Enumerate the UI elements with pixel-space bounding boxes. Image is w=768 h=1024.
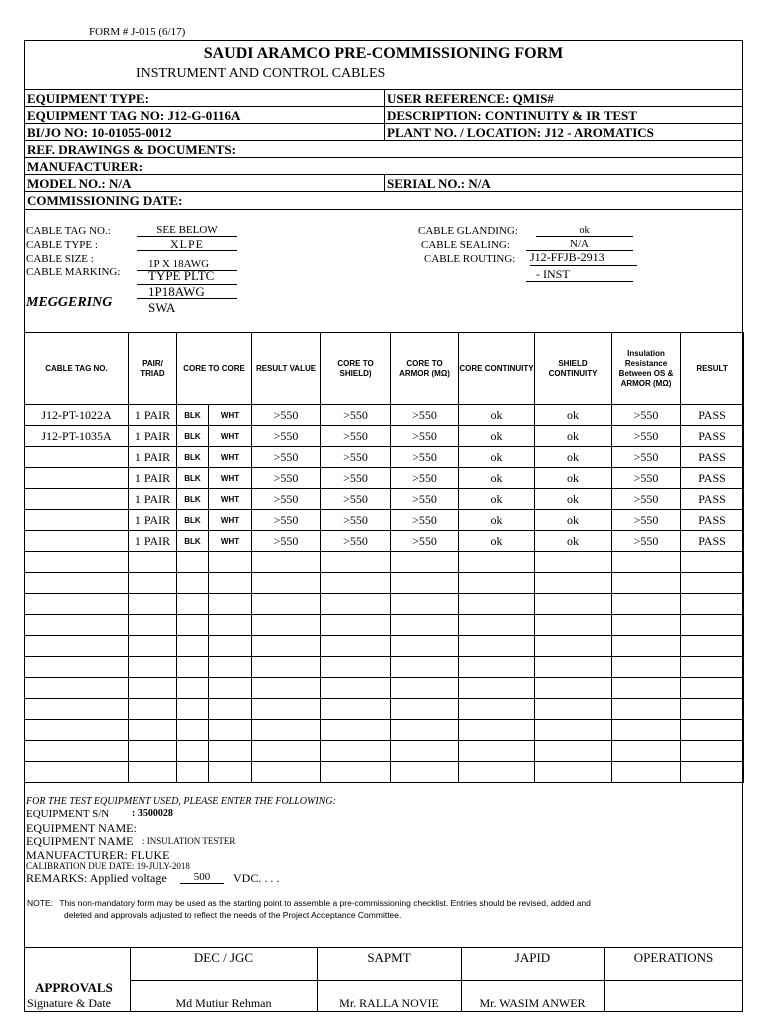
- cell-result: PASS: [681, 447, 744, 468]
- cell-core-shield: [321, 678, 391, 699]
- cell-result: PASS: [681, 405, 744, 426]
- cell-pair: [129, 636, 177, 657]
- cell-core-a: [177, 615, 209, 636]
- cell-core-shield: [321, 762, 391, 783]
- cell-core-a: [177, 552, 209, 573]
- cell-shield-continuity: ok: [535, 531, 612, 552]
- table-row: [25, 531, 744, 552]
- cell-core-continuity: ok: [459, 531, 535, 552]
- table-row: [25, 615, 744, 636]
- cell-cable-tag: [25, 678, 129, 699]
- cell-shield-continuity: [535, 741, 612, 762]
- cell-core-b: [209, 741, 252, 762]
- cell-pair: [129, 762, 177, 783]
- cell-core-continuity: [459, 615, 535, 636]
- column-header: RESULT: [681, 333, 744, 405]
- underline: [526, 281, 633, 282]
- table-row: [25, 720, 744, 741]
- approval-col-operations: OPERATIONS: [633, 950, 714, 965]
- cell-core-b: WHT: [209, 405, 252, 426]
- cell-core-b: [209, 615, 252, 636]
- equipment-name-value: : INSULATION TESTER: [142, 836, 236, 846]
- cell-core-continuity: [459, 678, 535, 699]
- table-row: [25, 657, 744, 678]
- cell-core-continuity: [459, 699, 535, 720]
- table-row: [25, 573, 744, 594]
- cell-core-b: WHT: [209, 447, 252, 468]
- cell-shield-continuity: [535, 699, 612, 720]
- cell-shield-continuity: [535, 678, 612, 699]
- plant-location: PLANT NO. / LOCATION: J12 - AROMATICS: [387, 125, 654, 140]
- user-reference: USER REFERENCE: QMIS#: [387, 91, 554, 106]
- cell-result-value: [252, 552, 321, 573]
- cable-type-label: CABLE TYPE :: [26, 239, 98, 251]
- cell-shield-continuity: ok: [535, 468, 612, 489]
- cable-size-value: 1P X 18AWG: [148, 258, 210, 270]
- table-row: [25, 741, 744, 762]
- table-row: [25, 510, 744, 531]
- cell-result: [681, 762, 744, 783]
- cell-core-continuity: [459, 741, 535, 762]
- approver-dec-jgc: Md Mutiur Rehman: [175, 996, 272, 1010]
- manufacturer: MANUFACTURER:: [27, 159, 144, 174]
- cell-cable-tag: [25, 615, 129, 636]
- cell-core-b: [209, 573, 252, 594]
- cell-cable-tag: [25, 594, 129, 615]
- column-header: Insulation Resistance Between OS & ARMOR (MΩ): [612, 333, 681, 405]
- cell-core-armor: [391, 741, 459, 762]
- cell-core-continuity: ok: [459, 405, 535, 426]
- cell-core-b: [209, 636, 252, 657]
- cell-shield-continuity: ok: [535, 489, 612, 510]
- cell-core-armor: [391, 699, 459, 720]
- cell-core-shield: >550: [321, 489, 391, 510]
- remarks-label: REMARKS: Applied voltage: [26, 871, 167, 885]
- note-line-1: This non-mandatory form may be used as the starting point to assemble a pre-commissioning checklist. Entries should be revised, added and: [59, 898, 591, 908]
- cell-insulation: >550: [612, 447, 681, 468]
- ref-drawings: REF. DRAWINGS & DOCUMENTS:: [27, 142, 236, 157]
- cable-marking-value-3: SWA: [148, 300, 176, 315]
- cell-core-a: BLK: [177, 426, 209, 447]
- approvals-title: APPROVALS: [35, 980, 113, 995]
- cell-insulation: [612, 573, 681, 594]
- cell-core-a: BLK: [177, 531, 209, 552]
- form-number: FORM # J-015 (6/17): [89, 26, 186, 38]
- cell-core-b: [209, 678, 252, 699]
- cell-insulation: [612, 552, 681, 573]
- cell-core-shield: >550: [321, 531, 391, 552]
- table-row: [25, 489, 744, 510]
- table-body: [25, 405, 744, 783]
- column-header: CORE TO ARMOR (MΩ): [391, 333, 459, 405]
- cell-core-a: [177, 594, 209, 615]
- cell-core-a: BLK: [177, 489, 209, 510]
- column-header: CORE TO CORE: [177, 333, 252, 405]
- divider: [24, 947, 743, 948]
- column-header: PAIR/ TRIAD: [129, 333, 177, 405]
- note-line-2: deleted and approvals adjusted to reflect the needs of the Project Acceptance Committee.: [64, 910, 402, 920]
- cell-cable-tag: [25, 447, 129, 468]
- table-row: [25, 447, 744, 468]
- form-title: SAUDI ARAMCO PRE-COMMISSIONING FORM: [203, 45, 564, 62]
- cell-result: [681, 699, 744, 720]
- cell-result-value: [252, 762, 321, 783]
- cell-core-b: WHT: [209, 531, 252, 552]
- cell-core-shield: [321, 636, 391, 657]
- cell-shield-continuity: ok: [535, 426, 612, 447]
- cell-result-value: >550: [252, 468, 321, 489]
- commissioning-date: COMMISSIONING DATE:: [27, 193, 183, 208]
- cell-core-a: BLK: [177, 468, 209, 489]
- cell-cable-tag: [25, 720, 129, 741]
- cell-core-shield: [321, 699, 391, 720]
- cell-core-continuity: ok: [459, 468, 535, 489]
- cell-pair: 1 PAIR: [129, 447, 177, 468]
- cell-cable-tag: [25, 489, 129, 510]
- cell-shield-continuity: [535, 720, 612, 741]
- cell-cable-tag: [25, 741, 129, 762]
- signature-date-label: Signature & Date: [27, 996, 111, 1010]
- cell-result: [681, 636, 744, 657]
- cable-glanding-value: ok: [536, 225, 633, 237]
- cell-result-value: [252, 657, 321, 678]
- model-number: MODEL NO.: N/A: [27, 176, 132, 191]
- table-row: [25, 594, 744, 615]
- test-manufacturer: MANUFACTURER: FLUKE: [26, 848, 170, 862]
- cell-core-armor: >550: [391, 531, 459, 552]
- cell-core-shield: >550: [321, 510, 391, 531]
- column-header: RESULT VALUE: [252, 333, 321, 405]
- cell-shield-continuity: [535, 762, 612, 783]
- cell-core-armor: >550: [391, 510, 459, 531]
- approver-japid: Mr. WASIM ANWER: [479, 996, 586, 1010]
- serial-number: SERIAL NO.: N/A: [387, 176, 491, 191]
- cell-insulation: >550: [612, 405, 681, 426]
- cell-core-shield: [321, 594, 391, 615]
- cell-pair: [129, 657, 177, 678]
- cell-result-value: [252, 720, 321, 741]
- cell-shield-continuity: ok: [535, 447, 612, 468]
- table-row: [25, 405, 744, 426]
- table-row: [25, 426, 744, 447]
- cable-type-value: XLPE: [170, 237, 204, 251]
- cell-core-a: [177, 573, 209, 594]
- cell-core-a: [177, 741, 209, 762]
- table-row: [25, 762, 744, 783]
- approval-col-sapmt: SAPMT: [367, 950, 411, 965]
- cell-core-armor: [391, 615, 459, 636]
- cell-core-shield: >550: [321, 426, 391, 447]
- cell-cable-tag: [25, 573, 129, 594]
- equipment-name-label: EQUIPMENT NAME:: [26, 821, 137, 835]
- cell-insulation: >550: [612, 531, 681, 552]
- cell-core-b: [209, 594, 252, 615]
- column-header: CABLE TAG NO.: [25, 333, 129, 405]
- cell-shield-continuity: [535, 615, 612, 636]
- cell-cable-tag: [25, 510, 129, 531]
- cell-core-a: [177, 699, 209, 720]
- cell-core-shield: [321, 720, 391, 741]
- cell-core-armor: [391, 720, 459, 741]
- cable-routing-value-2: - INST: [536, 267, 570, 281]
- table-row: [25, 699, 744, 720]
- cell-core-armor: [391, 552, 459, 573]
- cell-core-a: [177, 720, 209, 741]
- cell-result: [681, 741, 744, 762]
- cable-marking-label: CABLE MARKING:: [26, 266, 121, 278]
- cell-cable-tag: [25, 468, 129, 489]
- cell-result: PASS: [681, 426, 744, 447]
- cell-insulation: >550: [612, 489, 681, 510]
- divider: [24, 191, 743, 192]
- cell-core-armor: [391, 594, 459, 615]
- cell-result: [681, 657, 744, 678]
- remarks-voltage: 500: [180, 871, 224, 884]
- cell-cable-tag: J12-PT-1035A: [25, 426, 129, 447]
- cell-result: PASS: [681, 531, 744, 552]
- cell-insulation: [612, 678, 681, 699]
- cell-core-a: BLK: [177, 447, 209, 468]
- cell-pair: [129, 615, 177, 636]
- equipment-sn-label: EQUIPMENT S/N: [26, 808, 110, 820]
- cell-core-a: BLK: [177, 510, 209, 531]
- cell-core-continuity: [459, 594, 535, 615]
- table-header-row: [25, 333, 744, 405]
- cell-insulation: >550: [612, 510, 681, 531]
- meggering-heading: MEGGERING: [26, 295, 113, 310]
- cell-pair: [129, 573, 177, 594]
- cell-result-value: >550: [252, 447, 321, 468]
- cell-pair: 1 PAIR: [129, 531, 177, 552]
- cell-result-value: [252, 741, 321, 762]
- divider: [384, 174, 385, 191]
- cell-result-value: [252, 573, 321, 594]
- equipment-tag: EQUIPMENT TAG NO: J12-G-0116A: [27, 108, 241, 123]
- cell-core-armor: [391, 762, 459, 783]
- cell-core-b: [209, 762, 252, 783]
- cell-insulation: [612, 594, 681, 615]
- cell-core-b: WHT: [209, 489, 252, 510]
- approval-col-japid: JAPID: [514, 950, 551, 965]
- cable-size-label: CABLE SIZE :: [26, 253, 94, 265]
- cell-core-shield: >550: [321, 468, 391, 489]
- cell-cable-tag: [25, 636, 129, 657]
- bijo-number: BI/JO NO: 10-01055-0012: [27, 125, 172, 140]
- cell-core-continuity: ok: [459, 489, 535, 510]
- cell-core-continuity: [459, 720, 535, 741]
- note: [27, 897, 727, 921]
- cell-core-shield: [321, 615, 391, 636]
- cell-insulation: [612, 762, 681, 783]
- cell-insulation: [612, 699, 681, 720]
- cell-core-a: [177, 636, 209, 657]
- cell-pair: 1 PAIR: [129, 426, 177, 447]
- description: DESCRIPTION: CONTINUITY & IR TEST: [387, 108, 637, 123]
- cell-shield-continuity: [535, 657, 612, 678]
- cell-core-shield: [321, 657, 391, 678]
- cell-result: PASS: [681, 510, 744, 531]
- cell-core-armor: >550: [391, 405, 459, 426]
- underline: [137, 250, 237, 251]
- cell-result-value: [252, 699, 321, 720]
- divider: [24, 209, 743, 210]
- approval-col-dec-jgc: DEC / JGC: [193, 950, 254, 965]
- cable-tag-label: CABLE TAG NO.:: [26, 225, 111, 237]
- underline: [137, 298, 237, 299]
- cell-core-b: WHT: [209, 510, 252, 531]
- cell-core-b: WHT: [209, 468, 252, 489]
- cell-shield-continuity: [535, 594, 612, 615]
- cell-result-value: [252, 594, 321, 615]
- cell-insulation: [612, 615, 681, 636]
- cable-routing-value-1: J12-FFJB-2913: [530, 250, 637, 266]
- form-subtitle: INSTRUMENT AND CONTROL CABLES: [136, 66, 386, 81]
- cell-core-armor: [391, 636, 459, 657]
- column-header: CORE TO SHIELD): [321, 333, 391, 405]
- cell-core-b: [209, 657, 252, 678]
- cell-result: PASS: [681, 489, 744, 510]
- cable-sealing-label: CABLE SEALING:: [421, 239, 510, 251]
- cell-core-continuity: [459, 657, 535, 678]
- cell-core-armor: >550: [391, 447, 459, 468]
- cell-cable-tag: [25, 657, 129, 678]
- cell-shield-continuity: [535, 636, 612, 657]
- cell-core-shield: [321, 741, 391, 762]
- meggering-table: [24, 332, 744, 783]
- column-header: CORE CONTINUITY: [459, 333, 535, 405]
- cell-result: [681, 552, 744, 573]
- cell-result: [681, 678, 744, 699]
- cell-result-value: [252, 678, 321, 699]
- cell-core-armor: [391, 657, 459, 678]
- cell-pair: 1 PAIR: [129, 510, 177, 531]
- cell-core-continuity: [459, 762, 535, 783]
- cell-insulation: [612, 657, 681, 678]
- cell-cable-tag: J12-PT-1022A: [25, 405, 129, 426]
- cell-core-armor: [391, 678, 459, 699]
- table-row: [25, 678, 744, 699]
- cell-core-continuity: [459, 573, 535, 594]
- cell-result-value: >550: [252, 405, 321, 426]
- cell-insulation: [612, 741, 681, 762]
- cell-core-armor: >550: [391, 468, 459, 489]
- divider: [130, 980, 743, 981]
- cell-core-shield: >550: [321, 405, 391, 426]
- cell-core-continuity: [459, 636, 535, 657]
- cable-glanding-label: CABLE GLANDING:: [418, 225, 518, 237]
- test-equipment-intro: FOR THE TEST EQUIPMENT USED, PLEASE ENTER THE FOLLOWING:: [26, 796, 336, 807]
- cell-result-value: >550: [252, 531, 321, 552]
- cell-core-a: [177, 762, 209, 783]
- cell-cable-tag: [25, 552, 129, 573]
- cell-result: [681, 594, 744, 615]
- cell-result-value: >550: [252, 426, 321, 447]
- equipment-sn-value: : 3500028: [132, 808, 173, 819]
- cell-pair: [129, 720, 177, 741]
- cell-pair: [129, 741, 177, 762]
- cell-pair: [129, 552, 177, 573]
- cell-core-b: [209, 720, 252, 741]
- cell-insulation: >550: [612, 468, 681, 489]
- table-row: [25, 552, 744, 573]
- column-header: SHIELD CONTINUITY: [535, 333, 612, 405]
- cell-insulation: [612, 636, 681, 657]
- cell-shield-continuity: ok: [535, 510, 612, 531]
- cell-core-armor: >550: [391, 489, 459, 510]
- cell-core-b: [209, 552, 252, 573]
- cable-marking-value-1: TYPE PLTC: [148, 268, 215, 283]
- cell-core-continuity: ok: [459, 510, 535, 531]
- cell-shield-continuity: ok: [535, 405, 612, 426]
- cell-pair: [129, 699, 177, 720]
- cell-result: PASS: [681, 468, 744, 489]
- cell-result-value: >550: [252, 489, 321, 510]
- cell-insulation: >550: [612, 426, 681, 447]
- cable-tag-value: SEE BELOW: [137, 224, 237, 237]
- table-row: [25, 468, 744, 489]
- cell-shield-continuity: [535, 552, 612, 573]
- equipment-name-label-2: EQUIPMENT NAME: [26, 834, 134, 848]
- calibration-due-date: CALIBRATION DUE DATE: 19-JULY-2018: [26, 861, 190, 871]
- cell-core-b: WHT: [209, 426, 252, 447]
- cell-core-shield: >550: [321, 447, 391, 468]
- cell-pair: 1 PAIR: [129, 405, 177, 426]
- approver-sapmt: Mr. RALLA NOVIE: [339, 996, 439, 1010]
- cell-core-continuity: ok: [459, 426, 535, 447]
- cell-result-value: [252, 615, 321, 636]
- table-row: [25, 636, 744, 657]
- equipment-type: EQUIPMENT TYPE:: [27, 91, 149, 106]
- cell-core-b: [209, 699, 252, 720]
- cell-core-continuity: ok: [459, 447, 535, 468]
- cell-pair: [129, 678, 177, 699]
- cell-core-a: [177, 657, 209, 678]
- cell-core-shield: [321, 573, 391, 594]
- note-label: NOTE:: [27, 898, 53, 908]
- cable-routing-label: CABLE ROUTING:: [424, 253, 516, 265]
- cell-pair: 1 PAIR: [129, 489, 177, 510]
- remarks-unit: VDC. . . .: [233, 871, 280, 885]
- cell-core-armor: [391, 573, 459, 594]
- cable-sealing-value: N/A: [526, 238, 633, 251]
- cell-core-shield: [321, 552, 391, 573]
- cell-result: [681, 615, 744, 636]
- cell-result-value: [252, 636, 321, 657]
- cell-core-armor: >550: [391, 426, 459, 447]
- cell-insulation: [612, 720, 681, 741]
- cell-cable-tag: [25, 762, 129, 783]
- cell-shield-continuity: [535, 573, 612, 594]
- cell-core-a: [177, 678, 209, 699]
- cell-result-value: >550: [252, 510, 321, 531]
- cell-result: [681, 720, 744, 741]
- cell-pair: 1 PAIR: [129, 468, 177, 489]
- cable-marking-value-2: 1P18AWG: [148, 284, 205, 299]
- cell-result: [681, 573, 744, 594]
- cell-core-continuity: [459, 552, 535, 573]
- cell-pair: [129, 594, 177, 615]
- divider: [384, 89, 385, 140]
- cell-cable-tag: [25, 531, 129, 552]
- cell-core-a: BLK: [177, 405, 209, 426]
- cell-cable-tag: [25, 699, 129, 720]
